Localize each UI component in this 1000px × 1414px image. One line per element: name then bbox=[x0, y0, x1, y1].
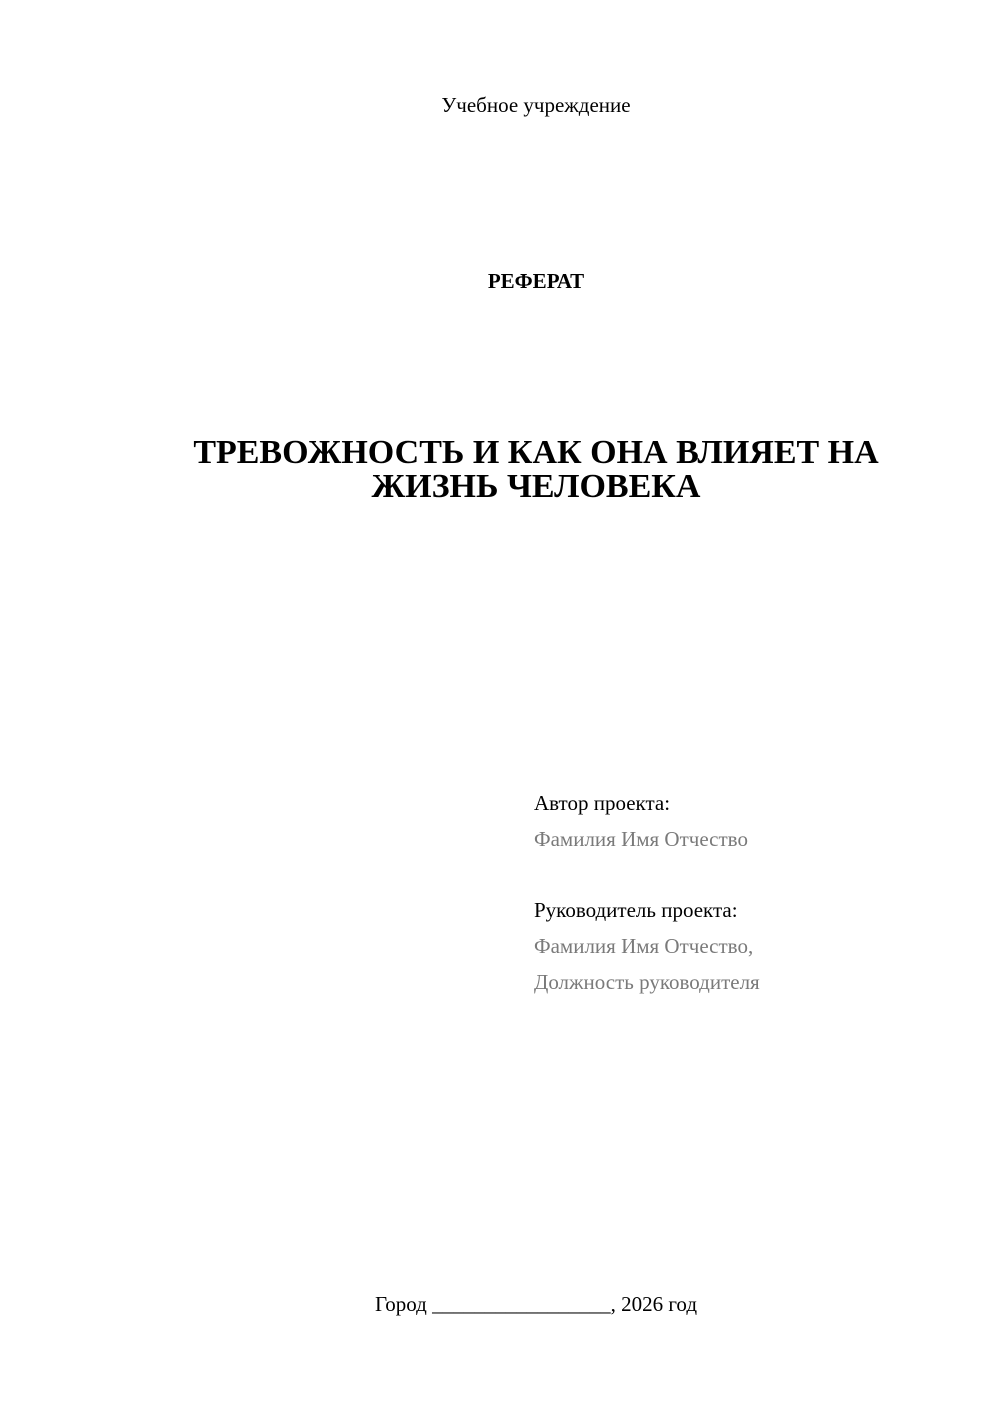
document-title bbox=[100, 436, 972, 504]
author-name: Фамилия Имя Отчество bbox=[534, 827, 748, 851]
supervisor-block bbox=[534, 892, 974, 1000]
supervisor-label: Руководитель проекта: bbox=[534, 898, 738, 922]
title-line-1: ТРЕВОЖНОСТЬ И КАК ОНА ВЛИЯЕТ НА bbox=[193, 434, 879, 471]
author-block bbox=[534, 785, 974, 857]
supervisor-position: Должность руководителя bbox=[534, 970, 760, 994]
document-type: РЕФЕРАТ bbox=[487, 269, 585, 293]
city-year-line: Город _________________, 2026 год bbox=[374, 1292, 698, 1316]
author-label: Автор проекта: bbox=[534, 791, 671, 815]
institution-name: Учебное учреждение bbox=[441, 93, 631, 117]
title-line-2: ЖИЗНЬ ЧЕЛОВЕКА bbox=[371, 468, 701, 505]
supervisor-name: Фамилия Имя Отчество, bbox=[534, 934, 754, 958]
